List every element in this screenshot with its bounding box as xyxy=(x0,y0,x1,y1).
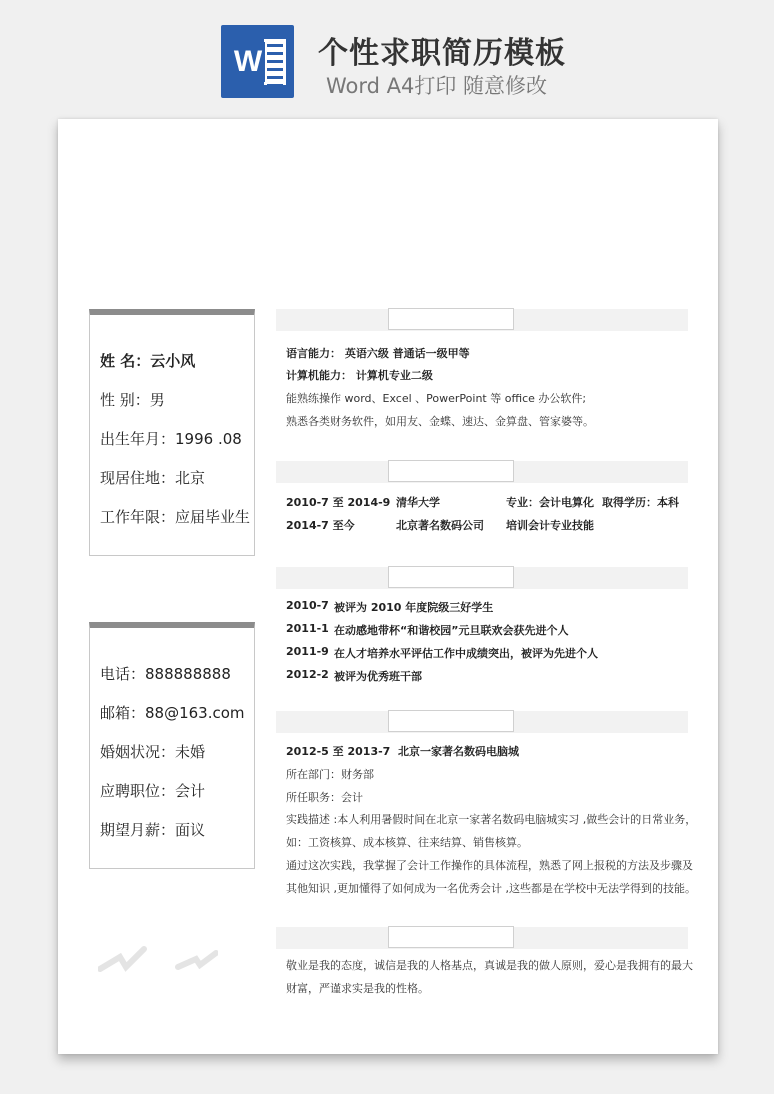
practice-section-header xyxy=(276,711,688,733)
section-tab xyxy=(388,308,514,330)
practice-desc: 如：工资核算、成本核算、往来结算、销售核算。 xyxy=(286,836,528,849)
profile-birth: 出生年月：1996 .08 xyxy=(100,430,242,448)
education-row xyxy=(286,517,686,531)
page-title: 个性求职简历模板 xyxy=(318,36,566,71)
section-tab xyxy=(388,566,514,588)
award-text: 被评为优秀班干部 xyxy=(334,670,422,683)
award-year: 2011-9 xyxy=(286,645,329,658)
education-degree: 取得学历：本科 xyxy=(602,496,679,509)
resume-page xyxy=(58,119,718,1054)
skill-finance: 熟悉各类财务软件，如用友、金蝶、速达、金算盘、管家婆等。 xyxy=(286,415,594,428)
word-logo-letter: W xyxy=(231,42,265,82)
contact-salary: 期望月薪：面议 xyxy=(100,821,206,839)
awards-section-header xyxy=(276,567,688,589)
skills-section-header xyxy=(276,309,688,331)
education-section-header xyxy=(276,461,688,483)
skill-computer: 计算机能力： 计算机专业二级 xyxy=(286,369,433,382)
award-text: 在动感地带杯“和谐校园”元旦联欢会获先进个人 xyxy=(334,624,569,637)
page-header xyxy=(0,0,774,110)
profile-name: 姓 名：云小风 xyxy=(100,352,196,370)
word-icon xyxy=(221,25,294,98)
education-period: 2014-7 至今 xyxy=(286,519,355,532)
profile-experience: 工作年限：应届毕业生 xyxy=(100,508,251,526)
education-org: 北京著名数码公司 xyxy=(396,519,484,532)
evaluation-text: 敬业是我的态度，诚信是我的人格基点，真诚是我的做人原则，爱心是我拥有的最大 xyxy=(286,959,693,972)
contact-phone: 电话：888888888 xyxy=(100,665,231,683)
award-year: 2012-2 xyxy=(286,668,329,681)
watermark-decoration xyxy=(98,939,218,979)
practice-desc: 实践描述 :本人利用暑假时间在北京一家著名数码电脑城实习 ,做些会计的日常业务， xyxy=(286,813,697,826)
award-text: 在人才培养水平评估工作中成绩突出，被评为先进个人 xyxy=(334,647,598,660)
skill-language: 语言能力： 英语六级 普通话一级甲等 xyxy=(286,347,470,360)
award-row xyxy=(286,622,686,636)
award-row xyxy=(286,645,686,659)
award-row xyxy=(286,599,686,613)
practice-desc: 通过这次实践，我掌握了会计工作操作的具体流程，熟悉了网上报税的方法及步骤及 xyxy=(286,859,693,872)
practice-row xyxy=(286,743,686,757)
contact-marital: 婚姻状况：未婚 xyxy=(100,743,206,761)
award-row xyxy=(286,668,686,682)
practice-period: 2012-5 至 2013-7 xyxy=(286,745,391,758)
profile-residence: 现居住地：北京 xyxy=(100,469,206,487)
education-row xyxy=(286,494,686,508)
profile-gender: 性 别：男 xyxy=(100,391,165,409)
section-tab xyxy=(388,926,514,948)
profile-box xyxy=(89,309,255,556)
evaluation-text: 财富，严谨求实是我的性格。 xyxy=(286,982,429,995)
section-tab xyxy=(388,460,514,482)
practice-company: 北京一家著名数码电脑城 xyxy=(398,745,519,758)
education-major: 培训会计专业技能 xyxy=(506,519,594,532)
award-year: 2011-1 xyxy=(286,622,329,635)
practice-department: 所在部门：财务部 xyxy=(286,768,374,781)
contact-position: 应聘职位：会计 xyxy=(100,782,206,800)
skill-software: 能熟练操作 word、Excel 、PowerPoint 等 office 办公软件; xyxy=(286,392,587,405)
evaluation-section-header xyxy=(276,927,688,949)
contact-email: 邮箱：88@163.com xyxy=(100,704,245,722)
education-major: 专业：会计电算化 xyxy=(506,496,594,509)
section-tab xyxy=(388,710,514,732)
practice-desc: 其他知识 ,更加懂得了如何成为一名优秀会计 ,这些都是在学校中无法学得到的技能。 xyxy=(286,882,696,895)
education-period: 2010-7 至 2014-9 xyxy=(286,496,391,509)
education-org: 清华大学 xyxy=(396,496,440,509)
contact-box xyxy=(89,622,255,869)
page-subtitle: Word A4打印 随意修改 xyxy=(326,74,548,98)
award-year: 2010-7 xyxy=(286,599,329,612)
practice-job: 所任职务：会计 xyxy=(286,791,363,804)
award-text: 被评为 2010 年度院级三好学生 xyxy=(334,601,494,614)
